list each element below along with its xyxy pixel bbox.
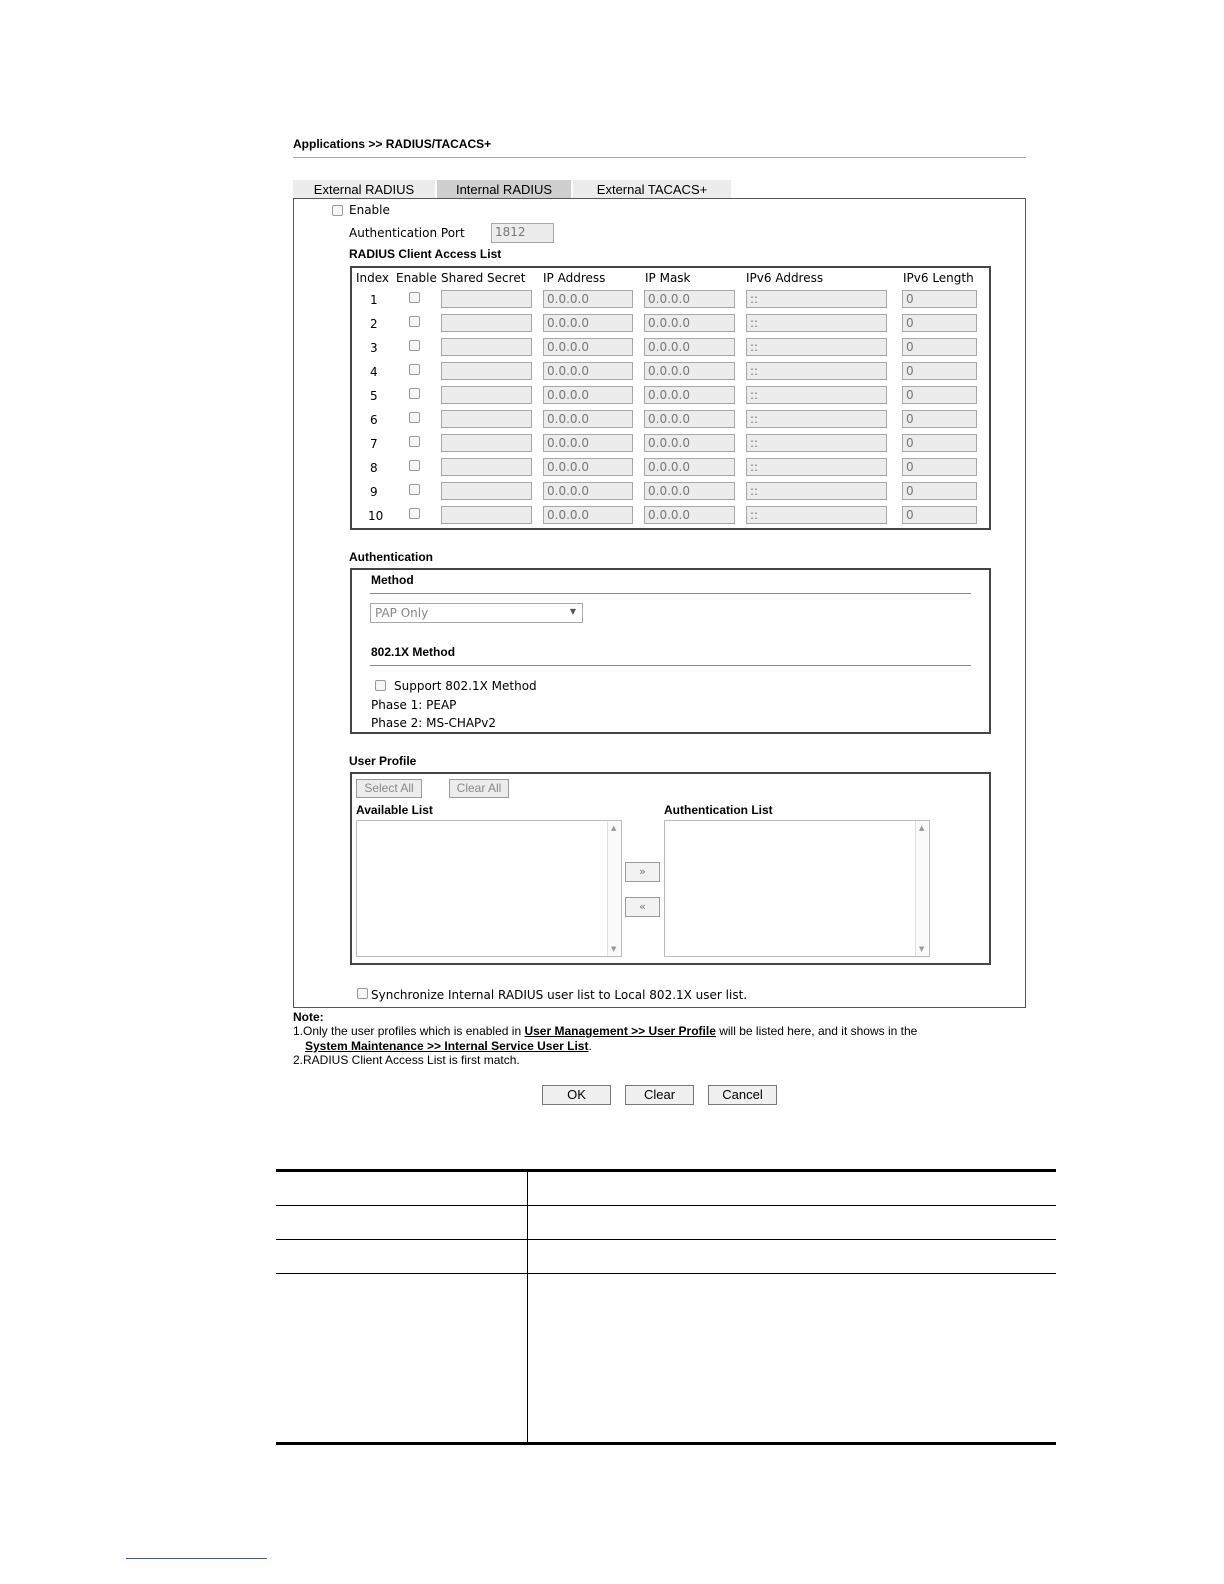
- ip-address-input[interactable]: 0.0.0.0: [543, 338, 633, 356]
- ipv6-address-input[interactable]: ::: [746, 506, 887, 524]
- note-line-1-end: will be listed here, and it shows in the: [715, 1024, 918, 1038]
- row-index: 2: [370, 317, 378, 331]
- shared-secret-input[interactable]: [441, 362, 532, 380]
- auth-port-label: Authentication Port: [349, 226, 465, 240]
- available-list-label: Available List: [356, 803, 433, 817]
- row-enable-checkbox[interactable]: [409, 508, 420, 519]
- header-index: Index: [356, 271, 390, 285]
- scroll-up-icon[interactable]: ▲: [919, 824, 925, 832]
- row-index: 9: [370, 485, 378, 499]
- client-list-title: RADIUS Client Access List: [349, 247, 502, 261]
- available-list-scrollbar[interactable]: [607, 821, 621, 956]
- ipv6-length-input[interactable]: 0: [902, 410, 977, 428]
- ipv6-length-input[interactable]: 0: [902, 434, 977, 452]
- move-left-button[interactable]: «: [625, 897, 660, 917]
- note-title: Note:: [293, 1010, 324, 1024]
- phase1-text: Phase 1: PEAP: [371, 698, 457, 712]
- ip-address-input[interactable]: 0.0.0.0: [543, 410, 633, 428]
- ipv6-address-input[interactable]: ::: [746, 290, 887, 308]
- header-enable: Enable: [396, 271, 437, 285]
- authentication-list-scrollbar[interactable]: [915, 821, 929, 956]
- row-index: 10: [368, 509, 384, 523]
- table-column-divider: [527, 1171, 528, 1443]
- note-line-3: 2.RADIUS Client Access List is first match.: [293, 1053, 520, 1067]
- phase2-text: Phase 2: MS-CHAPv2: [371, 716, 497, 730]
- ipv6-address-input[interactable]: ::: [746, 362, 887, 380]
- row-enable-checkbox[interactable]: [409, 412, 420, 423]
- auth-port-input[interactable]: 1812: [491, 223, 554, 243]
- client-row: [352, 434, 989, 458]
- clear-button[interactable]: Clear: [625, 1085, 694, 1105]
- header-ipv6-length: IPv6 Length: [903, 271, 974, 285]
- method-label: Method: [371, 573, 414, 587]
- sync-checkbox[interactable]: [357, 988, 368, 999]
- ip-address-input[interactable]: 0.0.0.0: [543, 506, 633, 524]
- scroll-down-icon[interactable]: ▼: [611, 945, 617, 953]
- row-enable-checkbox[interactable]: [409, 484, 420, 495]
- ipv6-address-input[interactable]: ::: [746, 482, 887, 500]
- note-line-2-end: .: [588, 1039, 592, 1053]
- note-line-1: [293, 1024, 917, 1038]
- method-divider: [370, 593, 971, 594]
- header-ip-mask: IP Mask: [645, 271, 691, 285]
- client-row: [352, 482, 989, 506]
- enable-checkbox[interactable]: [332, 205, 343, 216]
- shared-secret-input[interactable]: [441, 386, 532, 404]
- ipv6-length-input[interactable]: 0: [902, 386, 977, 404]
- ipv6-length-input[interactable]: 0: [902, 314, 977, 332]
- client-row: [352, 362, 989, 386]
- ipv6-address-input[interactable]: ::: [746, 338, 887, 356]
- method-select[interactable]: [370, 603, 583, 623]
- client-row: [352, 386, 989, 410]
- client-row: [352, 410, 989, 434]
- chevron-down-icon: ▼: [569, 607, 576, 616]
- ip-address-input[interactable]: 0.0.0.0: [543, 290, 633, 308]
- cancel-button[interactable]: Cancel: [708, 1085, 777, 1105]
- note-line-1-start: 1.Only the user profiles which is enabled in: [293, 1024, 525, 1038]
- method-select-value: PAP Only: [375, 606, 429, 620]
- header-ip-address: IP Address: [543, 271, 606, 285]
- row-index: 7: [370, 437, 378, 451]
- ok-button[interactable]: OK: [542, 1085, 611, 1105]
- ipv6-length-input[interactable]: 0: [902, 482, 977, 500]
- row-index: 4: [370, 365, 378, 379]
- ipv6-length-input[interactable]: 0: [902, 290, 977, 308]
- shared-secret-input[interactable]: [441, 482, 532, 500]
- dot1x-method-label: 802.1X Method: [371, 645, 456, 659]
- move-right-button[interactable]: »: [625, 862, 660, 882]
- ipv6-address-input[interactable]: ::: [746, 386, 887, 404]
- client-row: [352, 458, 989, 482]
- scroll-up-icon[interactable]: ▲: [611, 824, 617, 832]
- row-index: 3: [370, 341, 378, 355]
- shared-secret-input[interactable]: [441, 410, 532, 428]
- scroll-down-icon[interactable]: ▼: [919, 945, 925, 953]
- authentication-list-label: Authentication List: [664, 803, 773, 817]
- ip-address-input[interactable]: 0.0.0.0: [543, 362, 633, 380]
- ip-mask-input[interactable]: 0.0.0.0: [644, 386, 735, 404]
- ip-mask-input[interactable]: 0.0.0.0: [644, 410, 735, 428]
- ip-mask-input[interactable]: 0.0.0.0: [644, 506, 735, 524]
- ipv6-length-input[interactable]: 0: [902, 506, 977, 524]
- ipv6-length-input[interactable]: 0: [902, 338, 977, 356]
- row-enable-checkbox[interactable]: [409, 388, 420, 399]
- enable-label: Enable: [349, 203, 390, 217]
- ip-mask-input[interactable]: 0.0.0.0: [644, 482, 735, 500]
- row-enable-checkbox[interactable]: [409, 460, 420, 471]
- internal-service-user-list-link[interactable]: System Maintenance >> Internal Service User List: [305, 1039, 589, 1053]
- ip-address-input[interactable]: 0.0.0.0: [543, 434, 633, 452]
- row-index: 5: [370, 389, 378, 403]
- ip-address-input[interactable]: 0.0.0.0: [543, 386, 633, 404]
- shared-secret-input[interactable]: [441, 338, 532, 356]
- client-rows: [352, 290, 989, 526]
- ipv6-length-input[interactable]: 0: [902, 458, 977, 476]
- table-row-rule: [276, 1273, 1056, 1274]
- row-index: 1: [370, 293, 378, 307]
- ip-mask-input[interactable]: 0.0.0.0: [644, 290, 735, 308]
- row-enable-checkbox[interactable]: [409, 340, 420, 351]
- ipv6-address-input[interactable]: ::: [746, 314, 887, 332]
- client-row: [352, 290, 989, 314]
- ipv6-address-input[interactable]: ::: [746, 458, 887, 476]
- tab-internal-radius[interactable]: Internal RADIUS: [437, 180, 571, 199]
- row-enable-checkbox[interactable]: [409, 364, 420, 375]
- clear-all-button[interactable]: Clear All: [449, 779, 509, 798]
- ip-mask-input[interactable]: 0.0.0.0: [644, 458, 735, 476]
- breadcrumb-divider: [293, 157, 1026, 158]
- header-shared-secret: Shared Secret: [441, 271, 526, 285]
- ipv6-length-input[interactable]: 0: [902, 362, 977, 380]
- tab-external-radius[interactable]: External RADIUS: [293, 180, 435, 199]
- authentication-title: Authentication: [349, 550, 433, 564]
- tab-external-tacacs[interactable]: External TACACS+: [573, 180, 731, 199]
- shared-secret-input[interactable]: [441, 458, 532, 476]
- authentication-list[interactable]: [664, 820, 930, 957]
- shared-secret-input[interactable]: [441, 506, 532, 524]
- row-enable-checkbox[interactable]: [409, 436, 420, 447]
- table-row-rule: [276, 1239, 1056, 1240]
- shared-secret-input[interactable]: [441, 290, 532, 308]
- row-index: 8: [370, 461, 378, 475]
- row-index: 6: [370, 413, 378, 427]
- sync-label: Synchronize Internal RADIUS user list to Local 802.1X user list.: [371, 988, 748, 1002]
- table-top-rule: [276, 1169, 1056, 1172]
- ip-address-input[interactable]: 0.0.0.0: [543, 482, 633, 500]
- client-row: [352, 338, 989, 362]
- ipv6-address-input[interactable]: ::: [746, 410, 887, 428]
- ip-address-input[interactable]: 0.0.0.0: [543, 314, 633, 332]
- support-dot1x-label: Support 802.1X Method: [394, 679, 537, 693]
- table-bottom-rule: [276, 1442, 1056, 1445]
- shared-secret-input[interactable]: [441, 434, 532, 452]
- row-enable-checkbox[interactable]: [409, 316, 420, 327]
- shared-secret-input[interactable]: [441, 314, 532, 332]
- select-all-button[interactable]: Select All: [356, 779, 422, 798]
- ip-mask-input[interactable]: 0.0.0.0: [644, 434, 735, 452]
- table-row-rule: [276, 1205, 1056, 1206]
- ip-mask-input[interactable]: 0.0.0.0: [644, 314, 735, 332]
- dot1x-divider: [370, 665, 971, 666]
- support-dot1x-checkbox[interactable]: [375, 680, 386, 691]
- footer-rule: [126, 1558, 267, 1559]
- ipv6-address-input[interactable]: ::: [746, 434, 887, 452]
- ip-mask-input[interactable]: 0.0.0.0: [644, 362, 735, 380]
- available-list[interactable]: [356, 820, 622, 957]
- breadcrumb: Applications >> RADIUS/TACACS+: [293, 137, 492, 151]
- user-profile-link[interactable]: User Management >> User Profile: [524, 1024, 716, 1038]
- user-profile-title: User Profile: [349, 754, 417, 768]
- ip-mask-input[interactable]: 0.0.0.0: [644, 338, 735, 356]
- note-line-2: [305, 1039, 592, 1053]
- client-row: [352, 314, 989, 338]
- client-row: [352, 506, 989, 530]
- header-ipv6-address: IPv6 Address: [746, 271, 824, 285]
- ip-address-input[interactable]: 0.0.0.0: [543, 458, 633, 476]
- row-enable-checkbox[interactable]: [409, 292, 420, 303]
